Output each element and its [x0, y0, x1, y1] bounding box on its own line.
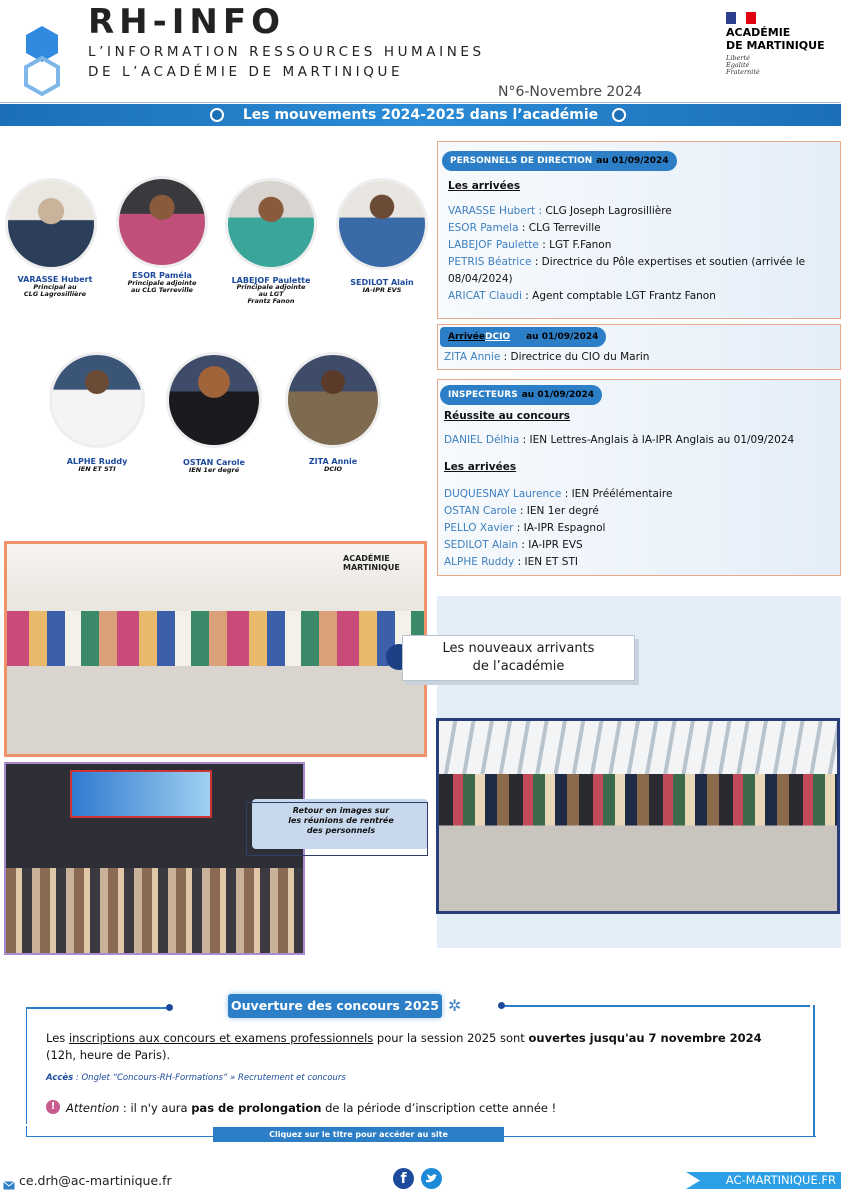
site-label: AC-MARTINIQUE.FR — [725, 1173, 836, 1187]
direction-pill — [442, 151, 677, 171]
inspecteur-item: ALPHE Ruddy : IEN ET STI — [444, 556, 578, 568]
group-sign-line-2: MARTINIQUE — [343, 563, 400, 572]
retour-callout — [256, 806, 426, 836]
dcio-item: ZITA Annie : Directrice du CIO du Marin — [444, 351, 650, 363]
inspecteurs-date: au 01/09/2024 — [521, 390, 595, 400]
facebook-icon[interactable]: f — [393, 1168, 414, 1189]
portrait-esor — [116, 176, 208, 268]
auditorium-photo — [4, 762, 305, 955]
dcio-pill-label: Arrivée — [448, 332, 486, 342]
concours-title-link[interactable]: Ouverture des concours 2025 — [228, 994, 442, 1018]
dcio-pill-type: DCIO — [485, 332, 511, 342]
issue-number: N°6-Novembre 2024 — [498, 84, 643, 100]
hall-photo — [436, 718, 840, 914]
dcio-date: au 01/09/2024 — [526, 332, 599, 342]
acces-label: Accès — [46, 1073, 74, 1083]
portrait-role: au CLG Terreville — [131, 286, 193, 294]
cta-button[interactable]: Cliquez sur le titre pour accéder au site — [213, 1127, 504, 1142]
portrait-role: au LGT — [258, 290, 284, 298]
group-photo — [4, 541, 427, 757]
dcio-pill — [440, 327, 606, 347]
attention-label: Attention — [66, 1101, 120, 1115]
concours-text: Les — [46, 1031, 69, 1045]
portrait-role: CLG Lagrosillière — [23, 290, 87, 298]
portrait-name: VARASSE Hubert — [17, 275, 93, 284]
direction-item: VARASSE Hubert : CLG Joseph Lagrosillière — [448, 205, 672, 217]
concours-rule-dot-right — [498, 1002, 505, 1009]
portrait-name: LABEJOF Paulette — [231, 276, 311, 285]
twitter-icon[interactable] — [421, 1168, 442, 1189]
newsletter-title: RH-INFO — [88, 2, 285, 42]
portrait-role: IEN ET STI — [78, 465, 116, 473]
portrait-sedilot — [336, 178, 428, 270]
direction-list — [448, 203, 833, 305]
inspecteurs-pill-label: INSPECTEURS — [448, 390, 518, 400]
portrait-name: OSTAN Carole — [183, 458, 245, 467]
concours-paragraph — [46, 1030, 801, 1064]
concours-attention — [66, 1101, 556, 1115]
group-photo-sign — [343, 554, 400, 572]
group-sign-line-1: ACADÉMIE — [343, 554, 390, 563]
portrait-labejof — [225, 178, 317, 270]
portrait-alphe — [49, 352, 145, 448]
direction-item: 08/04/2024) — [448, 273, 513, 285]
callout-line-1: Les nouveaux arrivants — [442, 641, 595, 656]
footer-email[interactable]: ce.drh@ac-martinique.fr — [19, 1173, 172, 1188]
inspecteur-item: PELLO Xavier : IA-IPR Espagnol — [444, 522, 606, 534]
french-flag-icon — [726, 12, 756, 24]
inspecteurs-pill — [440, 385, 602, 405]
warning-icon: ! — [46, 1100, 60, 1114]
inspecteur-item: DUQUESNAY Laurence : IEN Préélémentaire — [444, 488, 673, 500]
site-link[interactable] — [686, 1172, 841, 1189]
concours-deadline: ouvertes jusqu'au 7 novembre 2024 — [528, 1031, 762, 1045]
portrait-role: IEN 1er degré — [188, 466, 240, 474]
portrait-role: Frantz Fanon — [247, 297, 295, 305]
portrait-role: Principal au — [33, 283, 77, 291]
portrait-name: ESOR Paméla — [132, 271, 192, 280]
academy-name-1: ACADÉMIE — [726, 26, 791, 39]
motto-1: Liberté — [726, 54, 750, 62]
hall-photo-ceiling — [439, 721, 837, 774]
concours-inscriptions-link[interactable]: inscriptions aux concours et examens professionnels — [68, 1031, 374, 1045]
logo-hexagon-icon — [22, 24, 62, 100]
motto-2: Égalité — [726, 61, 750, 69]
direction-pill-label: PERSONNELS DE DIRECTION — [450, 156, 593, 166]
inspecteur-item: OSTAN Carole : IEN 1er degré — [444, 505, 599, 517]
concours-text: pour la session 2025 sont — [373, 1031, 529, 1045]
acces-path[interactable]: : Onglet “Concours-RH-Formations” » Recrutement et concours — [73, 1073, 346, 1083]
direction-date: au 01/09/2024 — [596, 156, 669, 166]
academy-name-2: DE MARTINIQUE — [726, 39, 825, 52]
mail-icon — [3, 1175, 15, 1194]
attention-text: : il n'y aura — [119, 1101, 192, 1115]
direction-heading: Les arrivées — [448, 180, 521, 192]
success-heading: Réussite au concours — [444, 410, 571, 422]
sparkle-icon: ✲ — [448, 996, 462, 1015]
concours-acces — [46, 1073, 346, 1083]
direction-item: PETRIS Béatrice : Directrice du Pôle expertises et soutien (arrivée le — [448, 256, 806, 268]
inspecteur-item: SEDILOT Alain : IA-IPR EVS — [444, 539, 583, 551]
concours-frame-right — [813, 1005, 815, 1137]
portrait-name: SEDILOT Alain — [350, 278, 414, 287]
concours-text: (12h, heure de Paris). — [46, 1048, 171, 1062]
section-title: Les mouvements 2024-2025 dans l’académie — [242, 107, 599, 123]
motto-3: Fraternité — [726, 68, 760, 76]
attention-bold: pas de prolongation — [191, 1101, 322, 1115]
academy-logo — [726, 12, 836, 76]
concours-frame-gap — [24, 1124, 164, 1126]
success-item: DANIEL Délhia : IEN Lettres-Anglais à IA-IPR Anglais au 01/09/2024 — [444, 434, 795, 446]
inspecteurs-list — [444, 486, 824, 571]
direction-item: LABEJOF Paulette : LGT F.Fanon — [448, 239, 612, 251]
retour-line-1: Retour en images sur — [292, 806, 390, 815]
retour-line-2: les réunions de rentrée — [288, 816, 394, 825]
portrait-role: Principale adjointe — [127, 279, 197, 287]
direction-item: ARICAT Claudi : Agent comptable LGT Frantz Fanon — [448, 290, 716, 302]
portrait-name: ZITA Annie — [308, 457, 358, 466]
concours-rule-right — [500, 1005, 810, 1007]
portrait-name: ALPHE Ruddy — [66, 457, 128, 466]
retour-line-3: des personnels — [306, 826, 376, 835]
portrait-varasse — [5, 178, 97, 270]
banner-rule — [0, 102, 841, 103]
direction-item: ESOR Pamela : CLG Terreville — [448, 222, 601, 234]
newsletter-subtitle-1: L’INFORMATION RESSOURCES HUMAINES — [88, 44, 485, 60]
callout-line-2: de l’académie — [472, 659, 565, 674]
portrait-zita — [285, 352, 381, 448]
portrait-role: IA-IPR EVS — [362, 286, 402, 294]
portrait-role: DCIO — [323, 465, 343, 473]
newcomers-callout — [402, 635, 635, 681]
arrivals-heading: Les arrivées — [444, 461, 517, 473]
attention-text: de la période d’inscription cette année ! — [321, 1101, 557, 1115]
newsletter-subtitle-2: DE L’ACADÉMIE DE MARTINIQUE — [88, 64, 404, 80]
portrait-ostan — [166, 352, 262, 448]
auditorium-screen — [70, 770, 212, 818]
portrait-role: Principale adjointe — [236, 283, 306, 291]
